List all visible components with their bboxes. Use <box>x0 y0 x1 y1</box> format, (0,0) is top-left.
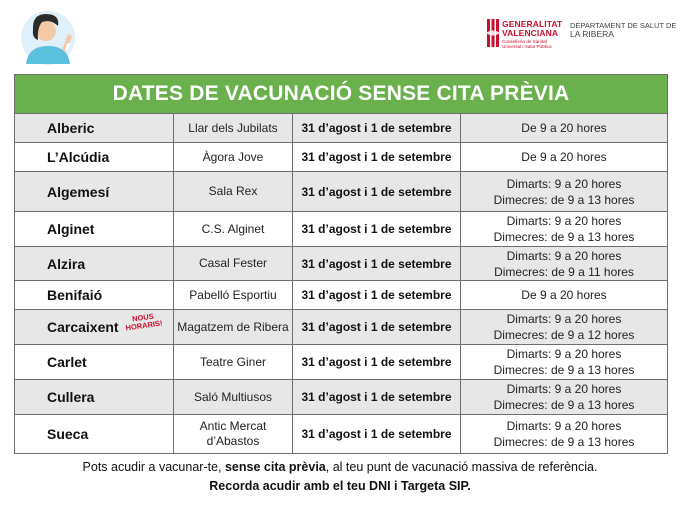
dates-cell: 31 d’agost i 1 de setembre <box>293 380 461 414</box>
table-body <box>15 114 667 453</box>
table-row <box>15 380 667 415</box>
town-name: Carcaixent <box>47 319 119 335</box>
venue-cell: Teatre Giner <box>174 345 293 379</box>
table-row <box>15 114 667 143</box>
town-cell <box>15 114 174 142</box>
hours-line: De 9 a 20 hores <box>521 150 607 164</box>
town-cell <box>15 345 174 379</box>
town-cell <box>15 380 174 414</box>
hours-line: Dimecres: de 9 a 12 hores <box>493 328 635 342</box>
hours-line: Dimarts: 9 a 20 hores <box>506 176 622 191</box>
table-row <box>15 247 667 281</box>
dates-cell: 31 d’agost i 1 de setembre <box>293 114 461 142</box>
town-name: Sueca <box>47 426 89 442</box>
department-line-2: LA RIBERA <box>570 29 614 39</box>
hours-line: Dimecres: de 9 a 13 hores <box>493 363 635 377</box>
town-cell <box>15 310 174 344</box>
hours-line: Dimarts: 9 a 20 hores <box>506 214 622 228</box>
hours-line: Dimecres: de 9 a 11 hores <box>494 264 634 279</box>
hours-line: De 9 a 20 hores <box>521 121 607 135</box>
vaccination-table <box>14 74 668 454</box>
venue-cell: Pabelló Esportiu <box>174 281 293 309</box>
dates-cell: 31 d’agost i 1 de setembre <box>293 247 461 280</box>
hours-line: Dimarts: 9 a 20 hores <box>506 312 622 326</box>
venue-cell: Casal Fester <box>174 247 293 280</box>
hours-cell <box>461 281 667 309</box>
town-name: L’Alcúdia <box>47 149 110 165</box>
hours-line: Dimarts: 9 a 20 hores <box>506 419 622 433</box>
header <box>0 0 680 72</box>
hours-cell <box>461 114 667 142</box>
town-cell <box>15 415 174 453</box>
dates-cell: 31 d’agost i 1 de setembre <box>293 143 461 171</box>
department-line-1: DEPARTAMENT DE SALUT DE <box>570 21 677 30</box>
table-title: DATES DE VACUNACIÓ SENSE CITA PRÈVIA <box>15 75 667 114</box>
footer-note <box>0 458 680 496</box>
hours-line: Dimarts: 9 a 20 hores <box>506 347 622 361</box>
footer-line-2: Recorda acudir amb el teu DNI i Targeta SIP. <box>209 479 471 493</box>
venue-cell: Àgora Jove <box>174 143 293 171</box>
conselleria-name: Conselleria de Sanitat Universal i Salut Pública <box>502 39 552 49</box>
town-name: Alzira <box>47 255 86 272</box>
hours-line: Dimecres: de 9 a 13 hores <box>493 398 635 412</box>
table-row <box>15 310 667 345</box>
footer-text-a: Pots acudir a vacunar-te, <box>82 460 225 474</box>
venue-cell: C.S. Alginet <box>174 212 293 246</box>
footer-text-bold: sense cita prèvia <box>224 460 326 474</box>
hours-line: De 9 a 20 hores <box>521 288 607 302</box>
town-cell <box>15 143 174 171</box>
vaccinated-person-icon <box>18 6 78 66</box>
town-name: Algemesí <box>47 183 110 200</box>
venue-cell: Llar dels Jubilats <box>174 114 293 142</box>
town-cell <box>15 247 174 280</box>
table-row <box>15 345 667 380</box>
table-row <box>15 212 667 247</box>
hours-cell <box>461 345 667 379</box>
footer-line-1 <box>0 458 680 477</box>
generalitat-logo-icon <box>486 18 500 48</box>
town-name: Alberic <box>47 120 95 136</box>
hours-line: Dimarts: 9 a 20 hores <box>506 248 622 263</box>
table-row <box>15 172 667 212</box>
hours-cell <box>461 212 667 246</box>
venue-cell: Magatzem de Ribera <box>174 310 293 344</box>
venue-cell: Sala Rex <box>174 172 293 211</box>
town-cell <box>15 281 174 309</box>
dates-cell: 31 d’agost i 1 de setembre <box>293 345 461 379</box>
town-name: Alginet <box>47 221 95 237</box>
dates-cell: 31 d’agost i 1 de setembre <box>293 212 461 246</box>
new-hours-badge: NOUS HORARIS! <box>125 311 164 333</box>
town-name: Carlet <box>47 354 87 370</box>
venue-cell: Antic Mercat d’Abastos <box>174 415 293 453</box>
hours-line: Dimecres: de 9 a 13 hores <box>493 435 635 449</box>
hours-cell <box>461 172 667 211</box>
dates-cell: 31 d’agost i 1 de setembre <box>293 310 461 344</box>
table-row <box>15 143 667 172</box>
hours-line: Dimecres: de 9 a 13 hores <box>493 230 635 244</box>
generalitat-logo <box>486 18 566 50</box>
footer-text-b: , al teu punt de vacunació massiva de referència. <box>325 460 598 474</box>
dates-cell: 31 d’agost i 1 de setembre <box>293 172 461 211</box>
hours-cell <box>461 380 667 414</box>
town-cell <box>15 172 174 211</box>
table-row <box>15 281 667 310</box>
hours-cell <box>461 415 667 453</box>
generalitat-name: GENERALITAT VALENCIANA <box>502 19 563 38</box>
dates-cell: 31 d’agost i 1 de setembre <box>293 415 461 453</box>
venue-cell: Saló Multiusos <box>174 380 293 414</box>
town-name: Benifaió <box>47 287 103 303</box>
hours-line: Dimecres: de 9 a 13 hores <box>493 192 635 207</box>
town-cell <box>15 212 174 246</box>
department-label <box>570 21 676 39</box>
table-row <box>15 415 667 453</box>
hours-cell <box>461 310 667 344</box>
hours-cell <box>461 247 667 280</box>
town-name: Cullera <box>47 389 95 405</box>
hours-line: Dimarts: 9 a 20 hores <box>506 382 622 396</box>
hours-cell <box>461 143 667 171</box>
dates-cell: 31 d’agost i 1 de setembre <box>293 281 461 309</box>
